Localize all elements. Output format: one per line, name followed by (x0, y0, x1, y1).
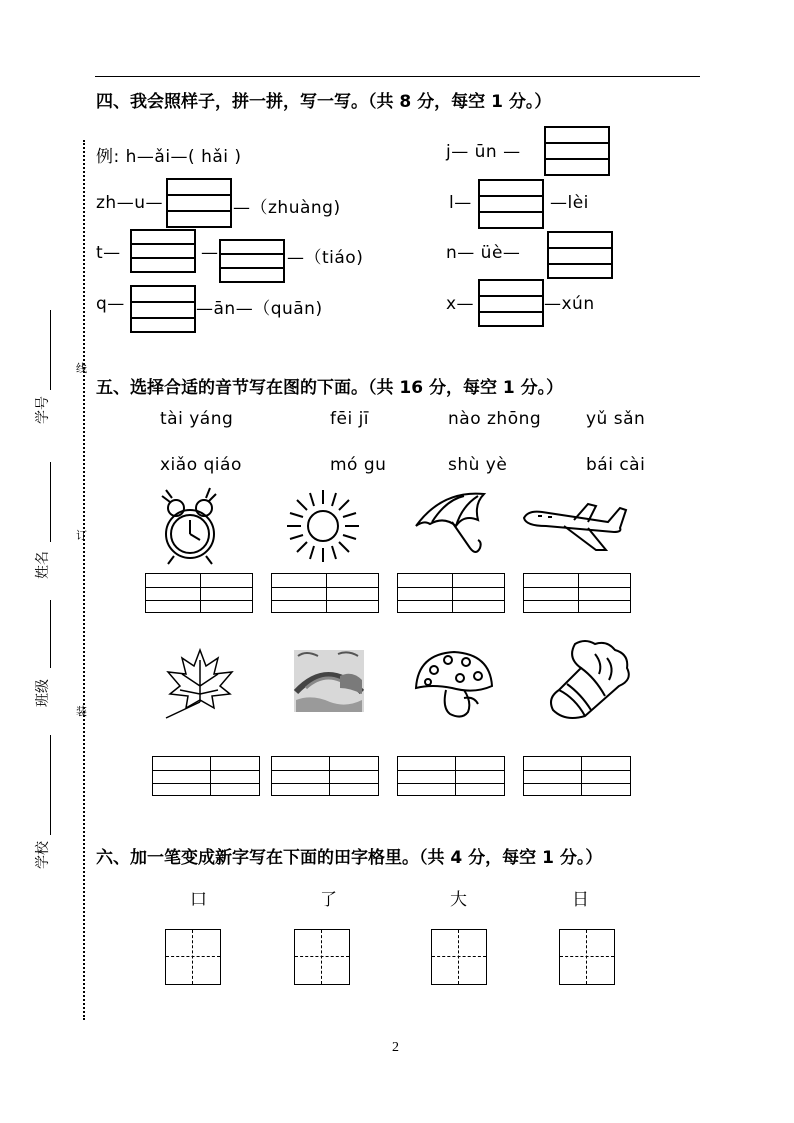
tian-grid-le[interactable] (294, 929, 350, 985)
answer-box-lei[interactable] (478, 179, 544, 229)
syllable-naozhong: nào zhōng (448, 409, 542, 429)
syllable-shuye: shù yè (448, 455, 508, 475)
student-id-label: 学号 (35, 396, 51, 424)
syllable-xiaoqiao: xiǎo qiáo (160, 455, 242, 475)
syllable-baicai: bái cài (586, 455, 646, 475)
char-le: 了 (320, 890, 337, 910)
answer-grid-umbrella[interactable] (397, 573, 505, 613)
answer-grid-cabbage[interactable] (523, 756, 631, 796)
tian-grid-da[interactable] (431, 929, 487, 985)
row2-right-suffix: —lèi (550, 193, 589, 213)
syllable-mogu: mó gu (330, 455, 387, 475)
example-line: 例: h—ǎi—( hǎi ) (96, 147, 242, 167)
syllable-yusan: yǔ sǎn (586, 409, 646, 429)
answer-box-tiao-2[interactable] (219, 239, 285, 283)
binding-char-zhuang: 装 (76, 705, 87, 718)
answer-box-tiao-1[interactable] (130, 229, 196, 273)
binding-char-xian: 线 (76, 362, 87, 375)
binding-dotted-line (83, 140, 85, 1020)
class-line (50, 600, 51, 668)
section-6-title: 六、加一笔变成新字写在下面的田字格里。（共 4 分，每空 1 分。） (96, 848, 603, 868)
name-line (50, 462, 51, 542)
answer-grid-bridge[interactable] (271, 756, 379, 796)
row3-left-suffix: —（tiáo) (287, 248, 364, 268)
row3-left-mid: — (201, 243, 219, 263)
alarm-clock-icon (150, 484, 230, 570)
row3-left-prefix: t— (96, 243, 121, 263)
row2-left-prefix: zh—u— (96, 193, 163, 213)
answer-grid-sun[interactable] (271, 573, 379, 613)
row2-right-prefix: l— (449, 193, 472, 213)
row1-right-text: j— ūn — (446, 142, 521, 162)
section-4-title: 四、我会照样子，拼一拼，写一写。（共 8 分，每空 1 分。） (96, 92, 552, 112)
mushroom-icon (412, 648, 496, 720)
school-label: 学校 (35, 841, 51, 869)
answer-box-zhuang[interactable] (166, 178, 232, 228)
umbrella-icon (412, 486, 492, 560)
answer-box-j-un[interactable] (544, 126, 610, 176)
page-number: 2 (392, 1040, 399, 1055)
sun-icon (285, 488, 361, 564)
row4-left-suffix: —ān—（quān) (196, 299, 323, 319)
row4-left-prefix: q— (96, 294, 125, 314)
top-rule (95, 76, 700, 77)
name-label: 姓名 (35, 551, 51, 579)
answer-grid-alarm-clock[interactable] (145, 573, 253, 613)
row2-left-suffix: —（zhuàng) (233, 198, 341, 218)
school-line (50, 735, 51, 835)
class-label: 班级 (35, 679, 51, 707)
tian-grid-ri[interactable] (559, 929, 615, 985)
answer-box-xun[interactable] (478, 279, 544, 327)
airplane-icon (520, 500, 628, 556)
leaf-icon (160, 646, 238, 720)
syllable-taiyang: tài yáng (160, 409, 234, 429)
answer-grid-leaf[interactable] (152, 756, 260, 796)
student-id-line (50, 310, 51, 390)
answer-grid-mushroom[interactable] (397, 756, 505, 796)
answer-box-nue[interactable] (547, 231, 613, 279)
tian-grid-kou[interactable] (165, 929, 221, 985)
bridge-icon (292, 648, 366, 714)
row3-right-text: n— üè— (446, 243, 521, 263)
answer-box-quan[interactable] (130, 285, 196, 333)
syllable-feiji: fēi jī (330, 409, 370, 429)
char-ri: 日 (572, 890, 589, 910)
char-kou: 口 (190, 890, 207, 910)
row4-right-prefix: x— (446, 294, 475, 314)
char-da: 大 (450, 890, 467, 910)
answer-grid-airplane[interactable] (523, 573, 631, 613)
row4-right-suffix: —xún (544, 294, 595, 314)
cabbage-icon (545, 638, 637, 722)
binding-char-ding: 订 (76, 529, 87, 542)
section-5-title: 五、选择合适的音节写在图的下面。（共 16 分，每空 1 分。） (96, 378, 564, 398)
